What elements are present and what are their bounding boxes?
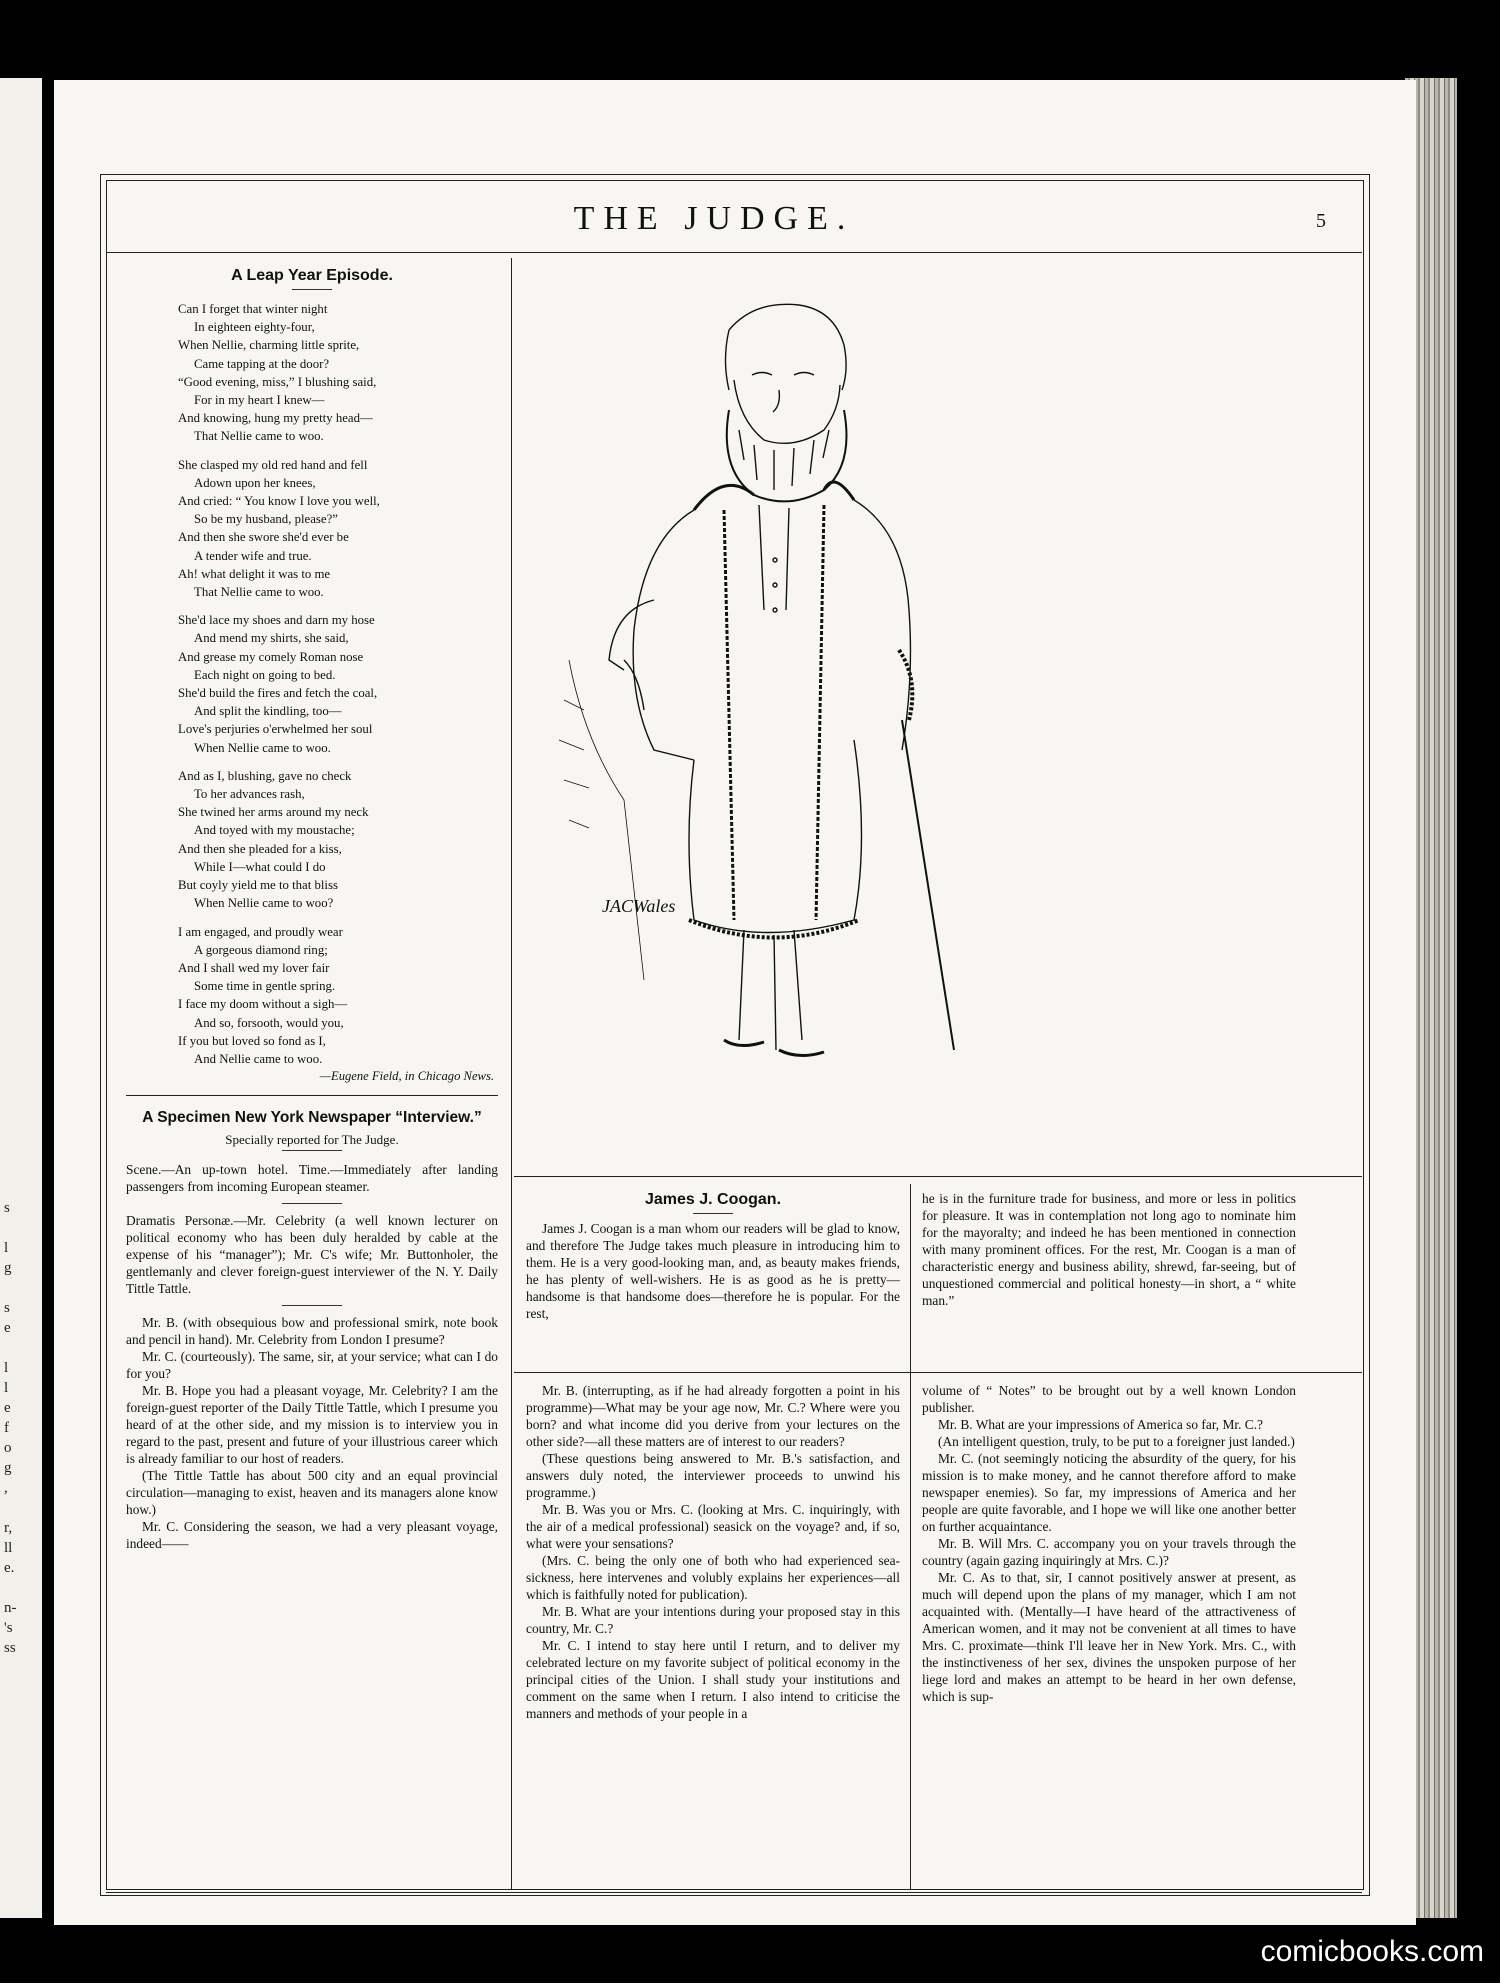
poem-line: That Nellie came to woo. <box>194 585 324 600</box>
coogan-article-left <box>526 1190 900 1322</box>
interview-paragraph: Mr. C. (not seemingly noticing the absurdity of the query, for his mission is to make money, and he cannot therefore afford to make newspaper enemies). So far, my impressions of America and her people are quite favorable, and I hope we will like one another better on further acquaintance. <box>922 1451 1296 1534</box>
interview-subtitle: Specially reported for The Judge. <box>225 1132 399 1148</box>
dramatis-rule <box>282 1305 342 1306</box>
poem-line: Ah! what delight it was to me <box>178 566 331 581</box>
interview-title: A Specimen New York Newspaper “Interview.” <box>142 1109 482 1127</box>
masthead-rule <box>106 252 1362 253</box>
poem-line: Each night on going to bed. <box>194 667 336 682</box>
interview-paragraph: Mr. B. Will Mrs. C. accompany you on your travels through the country (again gazing inquiringly at Mrs. C.)? <box>922 1536 1296 1568</box>
subtitle-rule <box>282 1150 342 1151</box>
poem-stanza <box>178 611 498 757</box>
interview-paragraph: Mr. C. As to that, sir, I cannot positively answer at present, as much will depend upon the plans of my manager, which I am not acquainted with. (Mentally—I have heard of the attractiveness of American women, and it may not be convenient at all times to have Mrs. C. proximate—think I'll leave her in New York. Mrs. C., with the instinctiveness of her sex, divines the unspoken purpose of her liege lord and makes an attempt to be heard in her own defense, which is sup- <box>922 1570 1296 1704</box>
poem-stanza <box>178 767 498 913</box>
site-watermark: comicbooks.com <box>1260 1935 1484 1968</box>
interview-paragraph: (An intelligent question, truly, to be put to a foreigner just landed.) <box>938 1434 1295 1449</box>
scene-rule <box>282 1203 342 1204</box>
coogan-paragraph: James J. Coogan is a man whom our readers will be glad to know, and therefore The Judge takes much pleasure in introducing him to them. He is a very good-looking man, and, as beauty makes friends, he has plenty of well-wishers. He is as good as he is pretty—handsome is that handsome does—therefore he is popular. For the rest, <box>526 1221 900 1321</box>
interview-paragraph: volume of “ Notes” to be brought out by a well known London publisher. <box>922 1383 1296 1415</box>
section-rule <box>126 1095 498 1096</box>
poem-line: Adown upon her knees, <box>194 475 316 490</box>
coogan-paragraph-continued: he is in the furniture trade for business, and more or less in politics for pleasure. It was in contemplation not long ago to nominate him for the mayoralty; and indeed he has been mentioned in connection with many prominent offices. For the rest, Mr. Coogan is a man of characteristic energy and business ability, shrewd, far-seeing, but of unquestioned commercial and political honesty—in short, a “ white man.” <box>922 1191 1296 1308</box>
poem-stanza <box>178 456 498 602</box>
interview-column-middle <box>526 1382 900 1722</box>
interview-paragraph: Mr. B. Hope you had a pleasant voyage, Mr. Celebrity? I am the foreign-guest reporter of the Daily Tittle Tattle, which I presume you heard of at the other side, and my mission is to interview you in regard to the past, present and future of your illustrious career which is already familiar to our host of readers. <box>126 1383 498 1467</box>
poem-line: She twined her arms around my neck <box>178 805 369 820</box>
poem-line: If you but loved so fond as I, <box>178 1033 326 1048</box>
interview-paragraph: Mr. B. (with obsequious bow and professional smirk, note book and pencil in hand). Mr. Celebrity from London I presume? <box>126 1315 498 1348</box>
poem-line: In eighteen eighty-four, <box>194 320 315 335</box>
poem-title: A Leap Year Episode. <box>231 267 393 284</box>
interview-paragraph: (Mrs. C. being the only one of both who had experienced sea-sickness, here intervenes and volubly explains her experiences—all which is faithfully noted for publication). <box>526 1553 900 1602</box>
column-divider-left <box>511 258 512 1890</box>
poem-stanza <box>178 300 498 446</box>
poem-line: And knowing, hung my pretty head— <box>178 411 373 426</box>
poem-line: Love's perjuries o'erwhelmed her soul <box>178 722 373 737</box>
poem-line: And grease my comely Roman nose <box>178 649 364 664</box>
poem-line: Came tapping at the door? <box>194 356 330 371</box>
interview-paragraph: Mr. B. Was you or Mrs. C. (looking at Mrs. C. inquiringly, with the air of a medical professional) seasick on the voyage? and, if so, what were your sensations? <box>526 1502 900 1551</box>
poem-line: And then she swore she'd ever be <box>178 530 349 545</box>
interview-paragraph: Mr. B. What are your impressions of America so far, Mr. C.? <box>938 1417 1263 1432</box>
interview-paragraph: Mr. B. (interrupting, as if he had already forgotten a point in his programme)—What may be your age now, Mr. C.? Where were you born? and what income did you derive from your lectures on the other side?—all these matters are of interest to our readers? <box>526 1383 900 1449</box>
page-number: 5 <box>1316 210 1326 232</box>
caption-rule <box>693 1213 733 1214</box>
poem-stanza <box>178 923 498 1069</box>
poem-line: And toyed with my moustache; <box>194 823 355 838</box>
poem-line: For in my heart I knew— <box>194 393 325 408</box>
poem-line: A tender wife and true. <box>194 548 312 563</box>
portrait-illustration <box>524 280 1024 1080</box>
poem-line: When Nellie came to woo? <box>194 896 334 911</box>
interview-paragraph: (The Tittle Tattle has about 500 city and an equal provincial circulation—managing to exist, heaven and its managers alone know how.) <box>126 1468 498 1518</box>
article-divider-rule <box>514 1372 1362 1373</box>
poem-line: Can I forget that winter night <box>178 302 328 316</box>
interview-column-right <box>922 1382 1296 1705</box>
poem-line: I am engaged, and proudly wear <box>178 924 343 939</box>
left-column <box>126 266 498 1552</box>
poem-line: But coyly yield me to that bliss <box>178 878 338 893</box>
poem-attribution: —Eugene Field, in Chicago News. <box>319 1069 494 1084</box>
poem-line: And Nellie came to woo. <box>194 1051 323 1066</box>
poem-line: A gorgeous diamond ring; <box>194 942 328 957</box>
adjacent-page-text: s l g s e l l e f o g , r, ll e. n- 's ss <box>4 1200 17 1656</box>
dramatis-paragraph: Dramatis Personæ.—Mr. Celebrity (a well known lecturer on political economy who has been duly heralded by cable at the expense of his “manager”); Mr. C's wife; Mr. Buttonholer, the gentlemanly and clever foreign-guest interviewer of the N. Y. Daily Tittle Tattle. <box>126 1213 498 1297</box>
poem-line: And cried: “ You know I love you well, <box>178 494 380 509</box>
poem-line: When Nellie came to woo. <box>194 740 331 755</box>
newspaper-page <box>54 80 1416 1925</box>
artist-signature: JACWales <box>602 896 676 916</box>
poem-line: She'd lace my shoes and darn my hose <box>178 613 375 628</box>
scene-paragraph: Scene.—An up-town hotel. Time.—Immediately after landing passengers from incoming European steamer. <box>126 1162 498 1195</box>
poem-line: And then she pleaded for a kiss, <box>178 841 342 856</box>
poem-line: And mend my shirts, she said, <box>194 631 349 646</box>
coogan-article-right <box>922 1190 1296 1309</box>
poem-line: She'd build the fires and fetch the coal, <box>178 686 378 701</box>
poem-line: To her advances rash, <box>194 787 305 802</box>
poem-line: While I—what could I do <box>194 859 326 874</box>
poem-line: She clasped my old red hand and fell <box>178 457 368 472</box>
poem-body <box>178 300 498 1068</box>
interview-paragraph: Mr. C. I intend to stay here until I return, and to deliver my celebrated lecture on my favorite subject of political economy in the principal cities of the Union. I shall study your institutions and comment on the same when I return. I also intend to criticise the manners and methods of your people in a <box>526 1638 900 1721</box>
poem-line: And I shall wed my lover fair <box>178 960 330 975</box>
poem-line: And so, forsooth, would you, <box>194 1015 344 1030</box>
poem-line: When Nellie, charming little sprite, <box>178 338 360 353</box>
interview-paragraph: (These questions being answered to Mr. B.'s satisfaction, and answers duly noted, the interviewer proceeds to unwind his programme.) <box>526 1451 900 1500</box>
coogan-caption: James J. Coogan. <box>644 1191 782 1208</box>
illustration-bottom-rule <box>514 1176 1362 1177</box>
poem-line: And as I, blushing, gave no check <box>178 768 352 783</box>
adjacent-page-edge <box>0 78 42 1918</box>
poem-line: And split the kindling, too— <box>194 704 342 719</box>
poem-line: So be my husband, please?” <box>194 512 338 527</box>
interview-paragraph: Mr. C. (courteously). The same, sir, at your service; what can I do for you? <box>126 1349 498 1382</box>
poem-line: That Nellie came to woo. <box>194 429 324 444</box>
interview-paragraph: Mr. C. Considering the season, we had a very pleasant voyage, indeed—— <box>126 1519 498 1552</box>
interview-paragraph: Mr. B. What are your intentions during your proposed stay in this country, Mr. C.? <box>526 1604 900 1636</box>
poem-line: “Good evening, miss,” I blushing said, <box>178 374 377 389</box>
poem-line: I face my doom without a sigh— <box>178 997 348 1012</box>
poem-line: Some time in gentle spring. <box>194 979 336 994</box>
title-rule <box>292 289 332 290</box>
masthead: THE JUDGE. <box>573 200 855 237</box>
page-bottom-rule <box>106 1892 1362 1893</box>
column-divider-right <box>910 1184 911 1890</box>
